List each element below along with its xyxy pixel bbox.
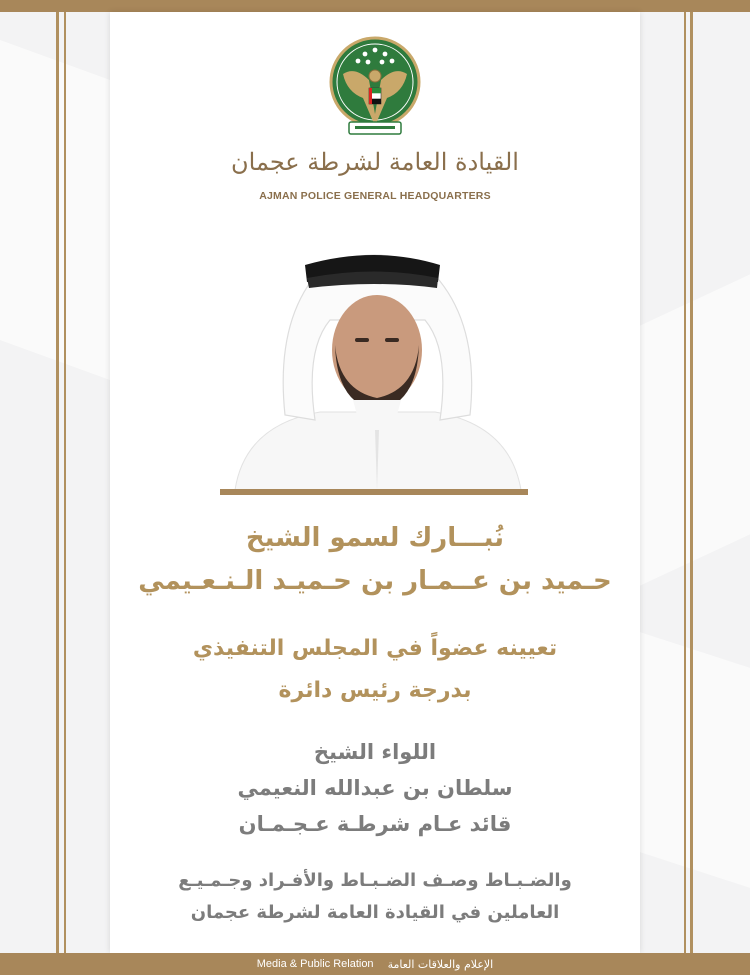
- closing-line-2: العاملين في القيادة العامة لشرطة عجمان: [190, 902, 560, 923]
- honoree-name: حـميد بن عــمـار بن حـميـد الـنـعـيمي: [138, 566, 612, 596]
- top-gold-bar: [0, 0, 750, 12]
- portrait-divider: [220, 489, 528, 495]
- sender-title: اللواء الشيخ: [313, 740, 437, 764]
- border-line-left-outer: [56, 12, 59, 953]
- closing-line-1: والضـبـاط وصـف الضـبـاط والأفـراد وجـمـيـع: [178, 870, 572, 891]
- border-line-right-outer: [690, 12, 693, 953]
- honoree-portrait: [225, 240, 530, 490]
- border-line-left-inner: [64, 12, 66, 953]
- police-emblem-logo: [325, 36, 425, 140]
- background-shard: [0, 40, 110, 380]
- background-shard: [640, 632, 750, 888]
- org-name-english: AJMAN POLICE GENERAL HEADQUARTERS: [259, 190, 491, 202]
- appointment-line: تعيينه عضواً في المجلس التنفيذي: [192, 636, 558, 661]
- border-line-right-inner: [684, 12, 686, 953]
- footer-label-arabic: الإعلام والعلاقات العامة: [387, 957, 494, 971]
- sender-name: سلطان بن عبدالله النعيمي: [237, 776, 513, 800]
- sender-position: قائد عـام شرطـة عـجـمـان: [238, 812, 512, 836]
- congrats-line: نُبـــارك لسمو الشيخ: [245, 523, 505, 553]
- rank-line: بدرجة رئيس دائرة: [278, 678, 472, 703]
- org-name-arabic: القيادة العامة لشرطة عجمان: [231, 148, 519, 176]
- footer-label-english: Media & Public Relation: [256, 958, 374, 970]
- footer: [0, 953, 750, 975]
- background-shard: [640, 274, 750, 585]
